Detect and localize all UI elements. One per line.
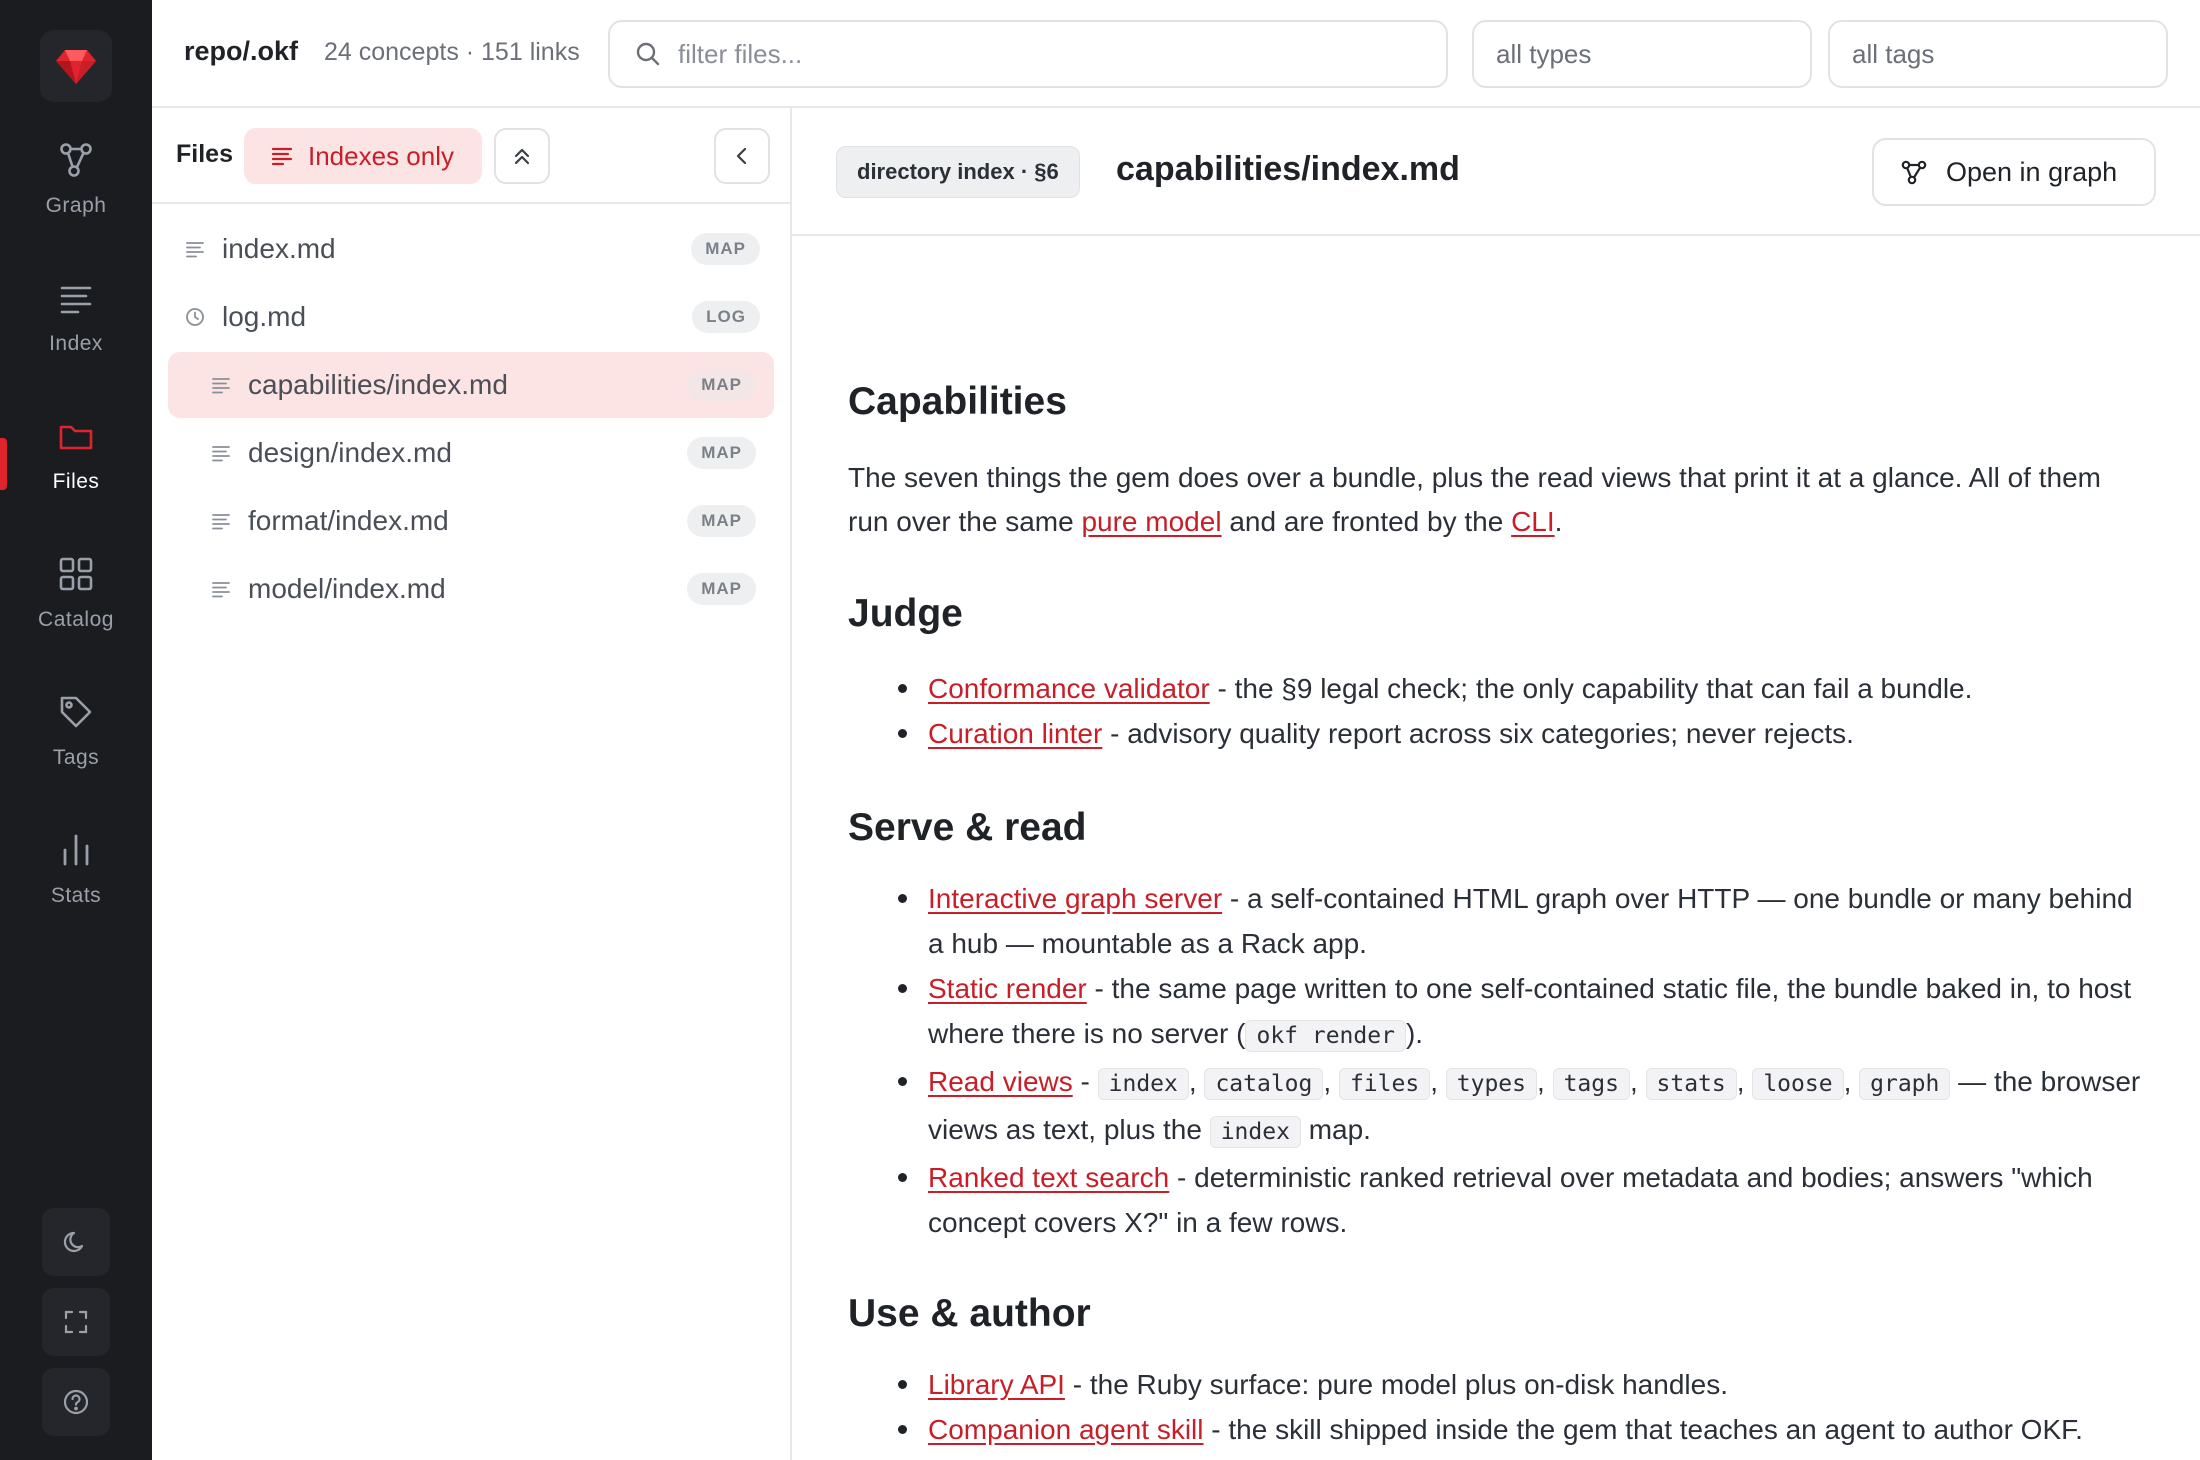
list-item [928, 876, 2148, 966]
item-text: - deterministic ranked retrieval over metadata and bodies; answers "which concept covers X?" in a few rows. [928, 1162, 2093, 1238]
help-button[interactable] [42, 1368, 110, 1436]
indexes-only-label: Indexes only [308, 140, 454, 171]
file-name: format/index.md [248, 505, 449, 536]
open-in-graph-button[interactable] [1872, 138, 2156, 206]
list-item [928, 1407, 2148, 1452]
lines-icon [210, 578, 232, 600]
intro-text: . [1554, 506, 1563, 537]
nav-stats-label: Stats [50, 884, 102, 907]
item-text: - the skill shipped inside the gem that teaches an agent to author OKF. [1203, 1414, 2083, 1445]
item-text: - the Ruby surface: pure model plus on-disk handles. [1064, 1369, 1728, 1400]
chevrons-up-icon [510, 144, 534, 168]
lines-icon [210, 510, 232, 532]
file-name: capabilities/index.md [248, 369, 508, 400]
nav-graph[interactable] [0, 130, 152, 256]
help-icon [62, 1388, 90, 1416]
file-name: model/index.md [248, 573, 446, 604]
nav-tags-label: Tags [52, 746, 100, 769]
filter-files-box[interactable] [608, 20, 1448, 88]
ruby-gem-icon [54, 44, 98, 88]
theme-toggle-button[interactable] [42, 1208, 110, 1276]
lines-icon [56, 278, 96, 318]
file-type-badge: MAP [687, 369, 756, 401]
folder-icon [56, 416, 96, 456]
tag-filter-select[interactable] [1828, 20, 2168, 88]
lines-icon [184, 238, 206, 260]
type-filter-select[interactable] [1472, 20, 1812, 88]
file-name: design/index.md [248, 437, 452, 468]
lines-icon [210, 442, 232, 464]
judge-list [928, 666, 2148, 756]
serve-read-list [928, 876, 2148, 1245]
intro-text: The seven things the gem does over a bundle, plus the read views that print it at a glance. All of them run over the same [848, 462, 2101, 537]
read-views-link[interactable]: Read views [928, 1066, 1073, 1097]
inline-code: index [1210, 1116, 1301, 1148]
file-name: index.md [222, 233, 336, 264]
moon-icon [62, 1228, 90, 1256]
file-row-capabilities-index[interactable] [168, 352, 774, 418]
file-type-badge: MAP [687, 573, 756, 605]
section-heading-judge: Judge [848, 592, 963, 635]
file-row-index[interactable] [164, 216, 778, 282]
fullscreen-button[interactable] [42, 1288, 110, 1356]
nav-index[interactable] [0, 268, 152, 394]
file-name: log.md [222, 301, 307, 332]
section-heading-serve-read: Serve & read [848, 806, 1087, 849]
list-item [928, 711, 2148, 756]
document-kind-badge: directory index · §6 [836, 146, 1080, 198]
cli-link[interactable]: CLI [1511, 506, 1555, 537]
lines-icon [270, 144, 294, 168]
inline-code: stats [1646, 1068, 1737, 1100]
collapse-all-button[interactable] [494, 128, 550, 184]
nav-graph-label: Graph [45, 194, 107, 217]
item-text: - advisory quality report across six categories; never rejects. [1102, 718, 1854, 749]
file-type-badge: MAP [691, 233, 760, 265]
nav-files[interactable] [0, 406, 152, 532]
inline-code: okf render [1245, 1020, 1405, 1052]
intro-text: and are fronted by the [1221, 506, 1512, 537]
graph-icon [56, 140, 96, 180]
inline-code: index [1098, 1068, 1189, 1100]
file-row-model-index[interactable] [168, 556, 774, 622]
filter-files-input[interactable] [678, 39, 1438, 70]
companion-agent-skill-link[interactable]: Companion agent skill [928, 1414, 1204, 1445]
library-api-link[interactable]: Library API [928, 1369, 1065, 1400]
clock-icon [184, 306, 206, 328]
repo-stats: 24 concepts · 151 links [324, 38, 580, 66]
file-row-design-index[interactable] [168, 420, 774, 486]
curation-linter-link[interactable]: Curation linter [928, 718, 1103, 749]
graph-icon [1900, 158, 1928, 186]
inline-code: catalog [1204, 1068, 1323, 1100]
document-header [792, 108, 2200, 236]
top-bar [152, 0, 2200, 108]
file-row-format-index[interactable] [168, 488, 774, 554]
document-title: Capabilities [848, 380, 1067, 423]
conformance-validator-link[interactable]: Conformance validator [928, 673, 1210, 704]
document-path: capabilities/index.md [1116, 150, 1460, 188]
nav-index-label: Index [49, 332, 103, 355]
lines-icon [210, 374, 232, 396]
nav-stats[interactable] [0, 820, 152, 946]
interactive-graph-server-link[interactable]: Interactive graph server [928, 883, 1223, 914]
file-type-badge: LOG [692, 301, 760, 333]
file-row-log[interactable] [164, 284, 778, 350]
item-text: - [1072, 1066, 1098, 1097]
section-heading-use-author: Use & author [848, 1292, 1091, 1335]
nav-tags[interactable] [0, 682, 152, 808]
nav-files-label: Files [52, 470, 100, 493]
static-render-link[interactable]: Static render [928, 973, 1087, 1004]
nav-catalog-label: Catalog [38, 608, 114, 631]
repo-name: repo/.okf [184, 36, 299, 66]
pure-model-link[interactable]: pure model [1081, 506, 1222, 537]
item-text: ). [1405, 1018, 1424, 1049]
search-icon [634, 40, 662, 68]
grid-icon [56, 554, 96, 594]
list-item [928, 1362, 2148, 1407]
inline-code: files [1339, 1068, 1430, 1100]
document-pane [792, 108, 2200, 1460]
inline-code: types [1446, 1068, 1537, 1100]
tag-filter-value: all tags [1852, 38, 1935, 69]
file-type-badge: MAP [687, 505, 756, 537]
item-text: — the browser views as text, plus the [928, 1066, 2141, 1145]
files-pane [152, 108, 792, 1460]
indexes-only-toggle[interactable] [244, 128, 482, 184]
inline-code: graph [1859, 1068, 1950, 1100]
item-text: - the same page written to one self-contained static file, the bundle baked in, to host where there is no server ( [928, 973, 2132, 1049]
list-item [928, 666, 2148, 711]
item-text: map. [1300, 1114, 1371, 1145]
type-filter-value: all types [1496, 38, 1592, 69]
files-header [152, 108, 790, 204]
bar-chart-icon [56, 830, 96, 870]
open-in-graph-label: Open in graph [1946, 156, 2118, 187]
item-text: - the §9 legal check; the only capability that can fail a bundle. [1209, 673, 1973, 704]
gem-logo[interactable] [40, 30, 112, 102]
list-item [928, 1155, 2148, 1245]
inline-code: loose [1752, 1068, 1843, 1100]
left-rail [0, 0, 152, 1460]
expand-icon [62, 1308, 90, 1336]
intro-paragraph [848, 456, 2148, 544]
item-text: - a self-contained HTML graph over HTTP — one bundle or many behind a hub — mountable as a Rack app. [928, 883, 2133, 959]
collapse-pane-button[interactable] [714, 128, 770, 184]
chevron-left-icon [730, 144, 754, 168]
tag-icon [56, 692, 96, 732]
inline-code: tags [1553, 1068, 1630, 1100]
list-item [928, 966, 2148, 1059]
nav-catalog[interactable] [0, 544, 152, 670]
use-author-list [928, 1362, 2148, 1452]
ranked-text-search-link[interactable]: Ranked text search [928, 1162, 1170, 1193]
file-type-badge: MAP [687, 437, 756, 469]
list-item: Read views - index , catalog , files , types , tags , stats , loose , graph — the browser views as text, plus the index map. [928, 1059, 2148, 1155]
files-title: Files [176, 140, 233, 168]
